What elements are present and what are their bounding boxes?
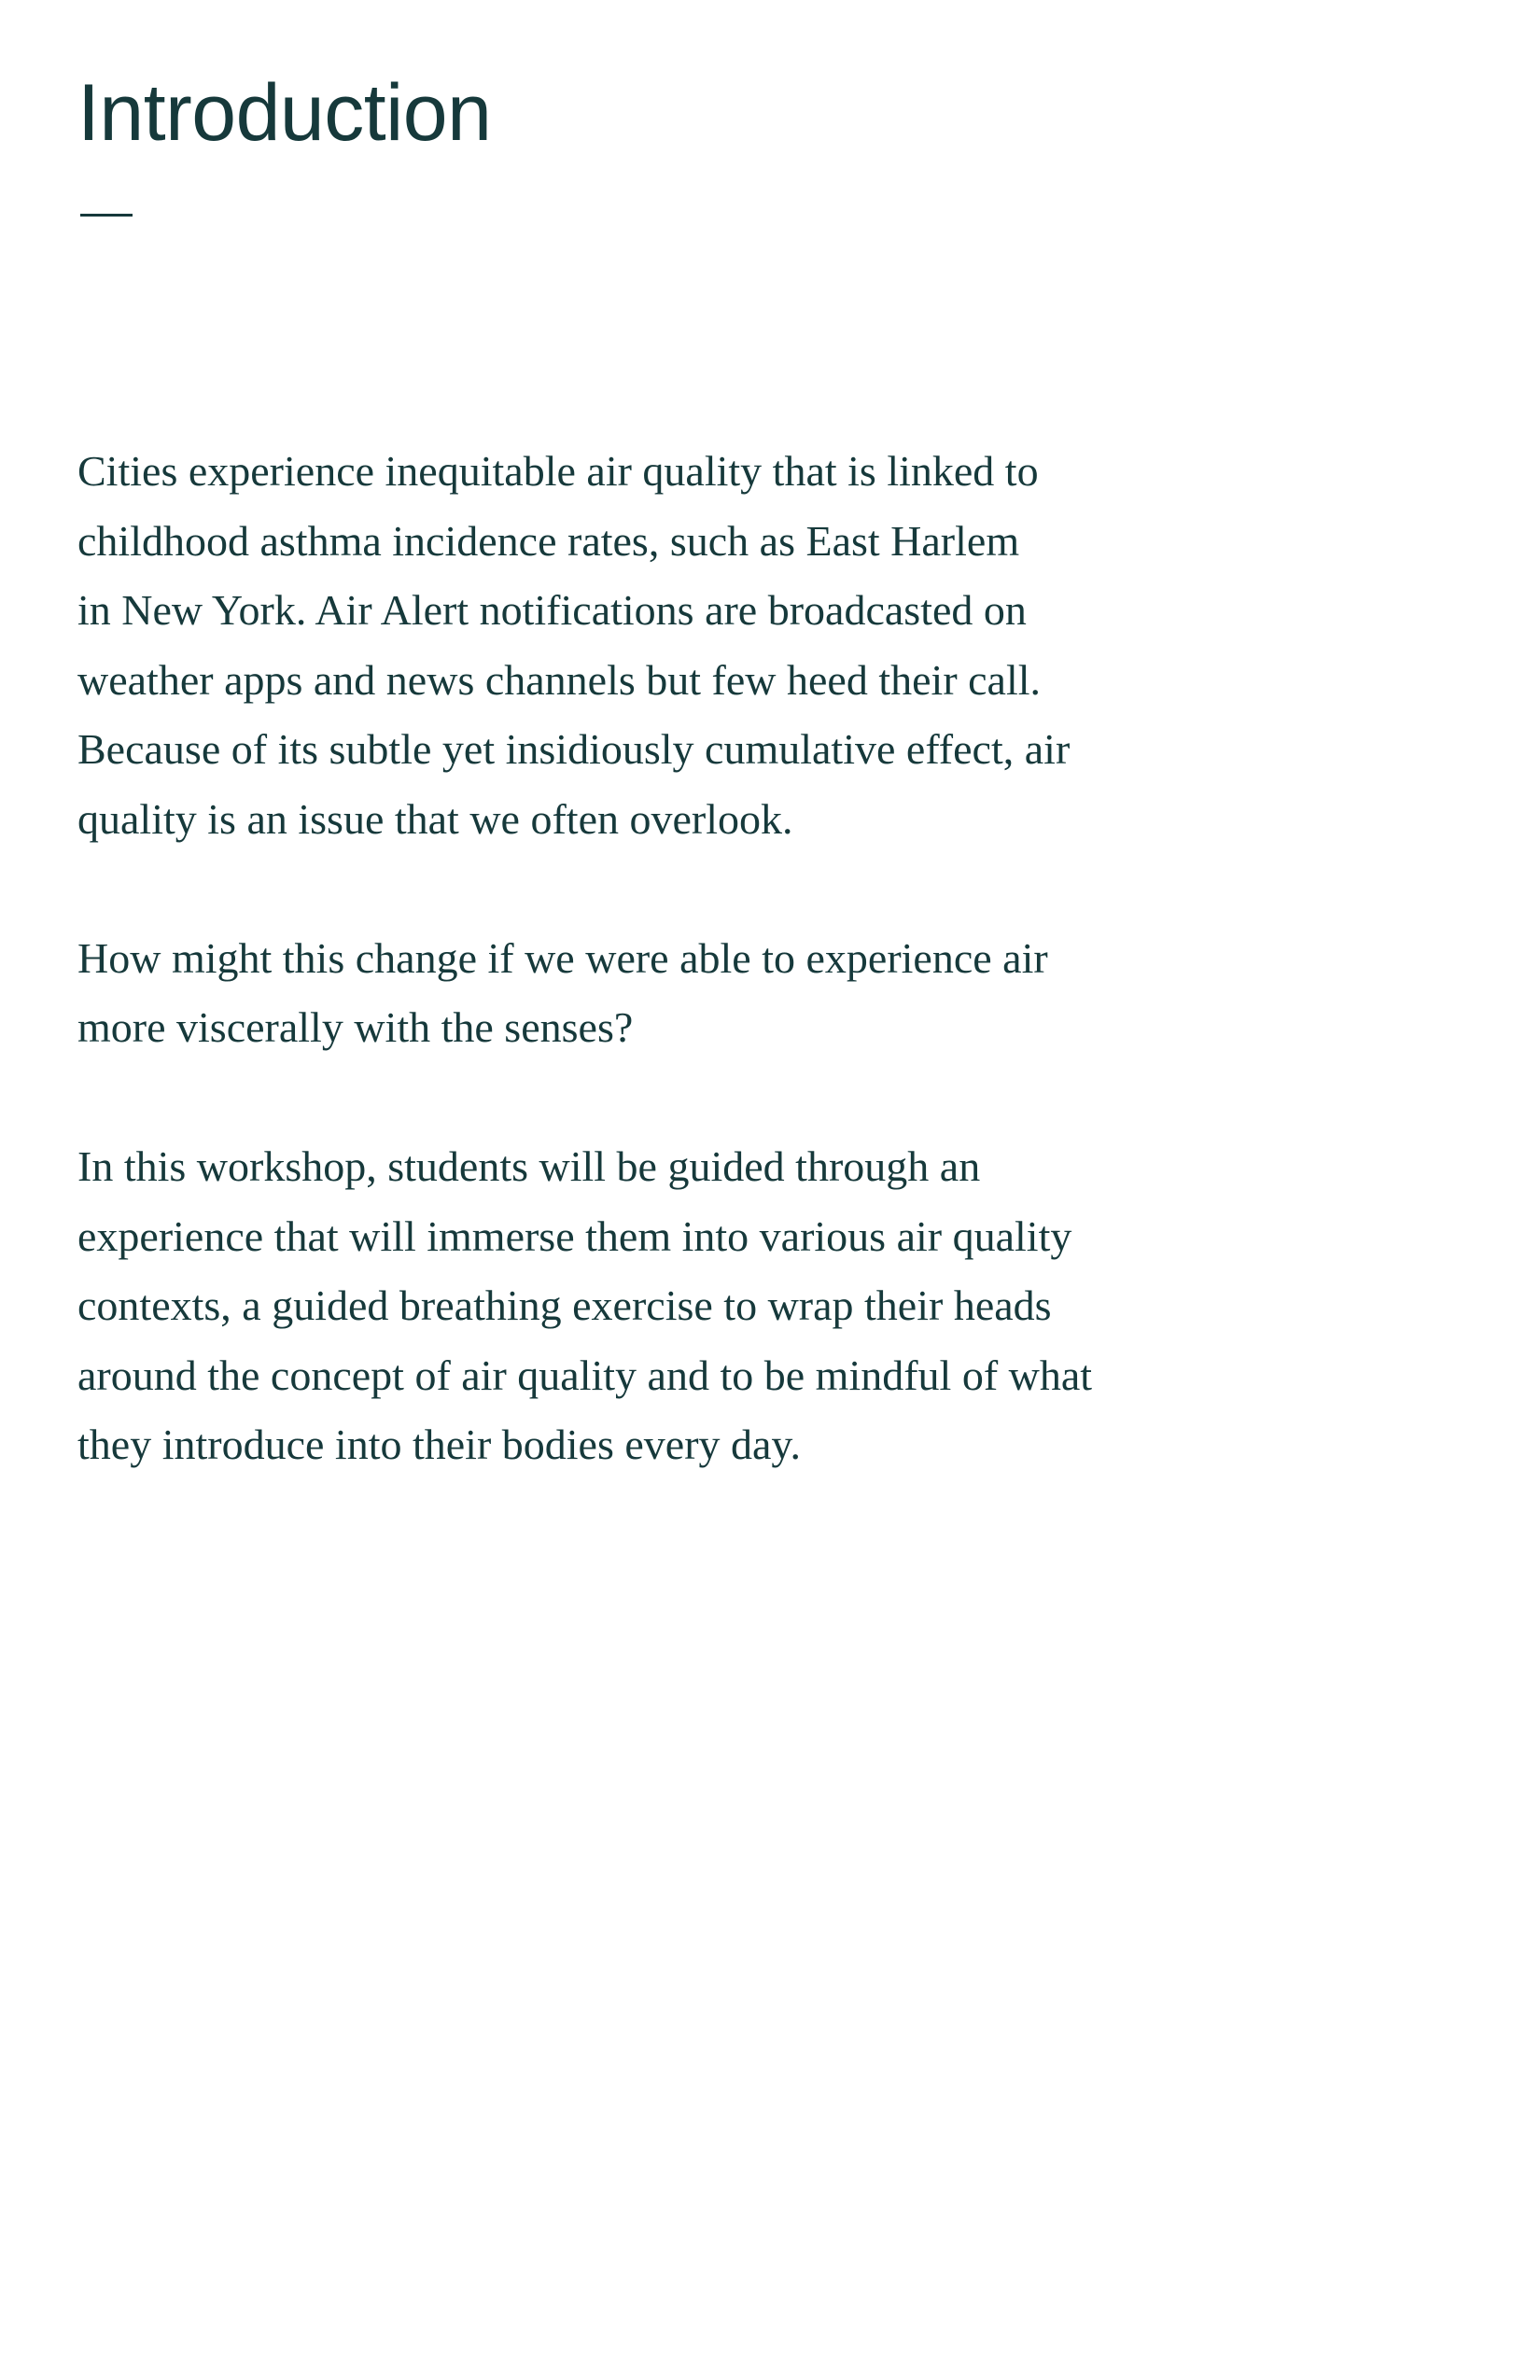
paragraph-question	[77, 924, 1319, 1063]
text-line: contexts, a guided breathing exercise to wrap their heads	[77, 1281, 1052, 1329]
text-line: they introduce into their bodies every day.	[77, 1421, 801, 1468]
text-line: childhood asthma incidence rates, such as East Harlem	[77, 516, 1020, 565]
text-line: Because of its subtle yet insidiously cumulative effect, air	[77, 725, 1071, 773]
page-title: Introduction	[77, 68, 492, 158]
introduction-body	[77, 437, 1319, 1549]
text-line: Cities experience inequitable air quality that is linked to	[77, 447, 1039, 495]
text-line: quality is an issue that we often overlook.	[77, 794, 793, 843]
title-divider	[80, 214, 133, 217]
text-line: experience that will immerse them into various air quality	[77, 1211, 1072, 1260]
text-line: How might this change if we were able to experience air	[77, 933, 1048, 982]
paragraph-workshop	[77, 1132, 1319, 1480]
text-line: weather apps and news channels but few heed their call.	[77, 655, 1042, 704]
text-line: around the concept of air quality and to be mindful of what	[77, 1351, 1093, 1399]
text-line: more viscerally with the senses?	[77, 1003, 634, 1051]
text-line: in New York. Air Alert notifications are broadcasted on	[77, 586, 1027, 634]
paragraph-context	[77, 437, 1319, 854]
text-line: In this workshop, students will be guided through an	[77, 1142, 981, 1190]
